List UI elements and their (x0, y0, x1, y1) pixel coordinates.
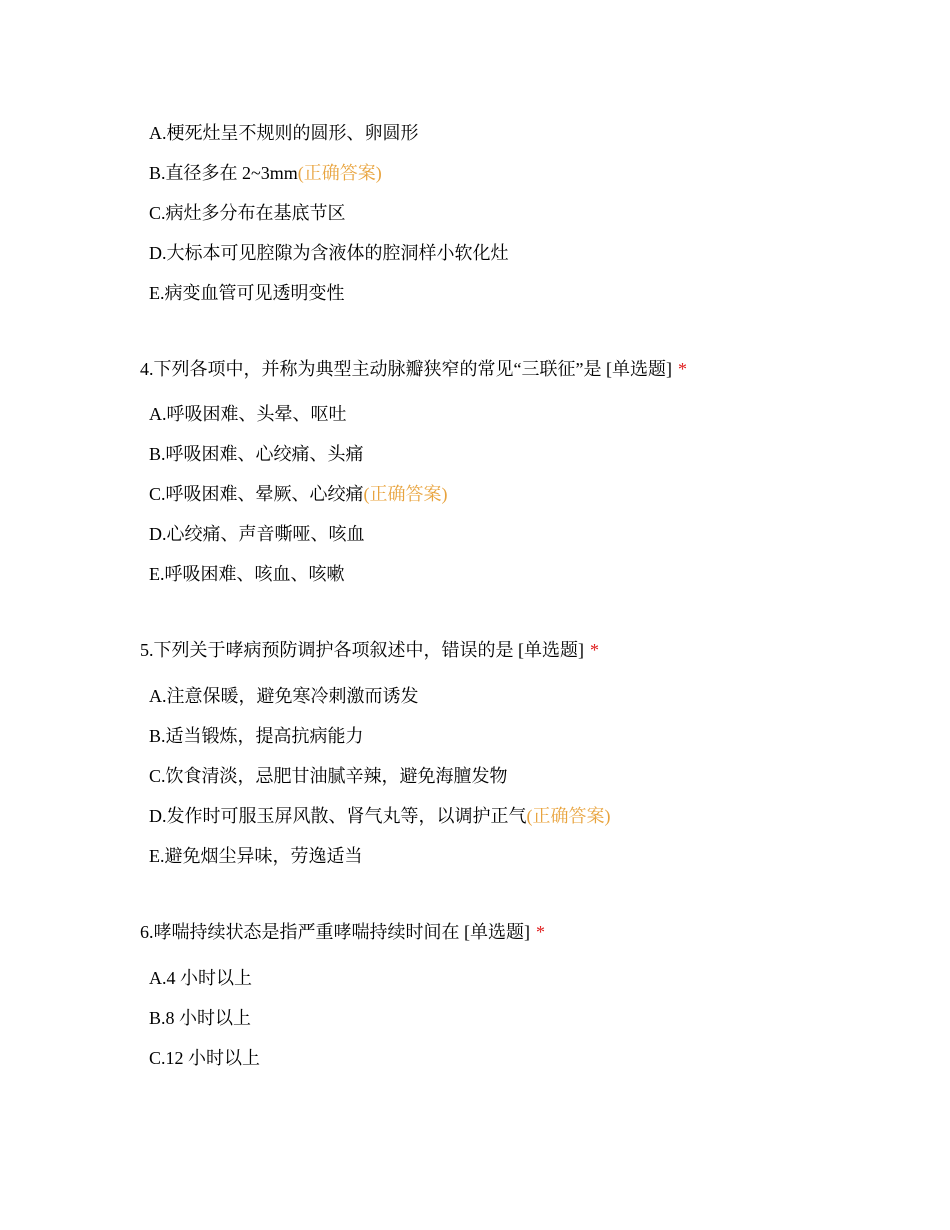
option-text: B.8 小时以上 (149, 1008, 252, 1028)
option-text: C.呼吸困难、晕厥、心绞痛 (149, 484, 364, 504)
q4-option-e (149, 562, 345, 586)
option-text: B.适当锻炼，提高抗病能力 (149, 726, 364, 746)
option-text: D.心绞痛、声音嘶哑、咳血 (149, 524, 365, 544)
option-text: A.梗死灶呈不规则的圆形、卵圆形 (149, 123, 419, 143)
required-star: * (677, 359, 687, 379)
q3-option-a (149, 121, 419, 145)
option-text: C.饮食清淡，忌肥甘油腻辛辣，避免海膻发物 (149, 766, 508, 786)
question-text: 5.下列关于哮病预防调护各项叙述中，错误的是 [单选题] (140, 640, 584, 660)
question-text: 4.下列各项中，并称为典型主动脉瓣狭窄的常见“三联征”是 [单选题] (140, 359, 672, 379)
q5-title (140, 638, 599, 662)
q3-option-b (149, 161, 382, 185)
q4-option-a (149, 402, 347, 426)
q3-option-d (149, 241, 509, 265)
option-text: D.发作时可服玉屏风散、肾气丸等，以调护正气 (149, 806, 527, 826)
q6-option-a (149, 966, 252, 990)
required-star: * (536, 922, 545, 942)
q6-option-c (149, 1046, 260, 1070)
q6-option-b (149, 1006, 251, 1030)
option-text: A.4 小时以上 (149, 968, 252, 988)
q6-title (140, 920, 545, 944)
q4-option-b (149, 442, 364, 466)
option-text: E.病变血管可见透明变性 (149, 283, 345, 303)
question-text: 6.哮喘持续状态是指严重哮喘持续时间在 [单选题] (140, 922, 530, 942)
correct-answer-mark: (正确答案) (297, 163, 382, 183)
q5-option-c (149, 764, 508, 788)
option-text: A.注意保暖，避免寒冷刺激而诱发 (149, 686, 419, 706)
option-text: E.呼吸困难、咳血、咳嗽 (149, 564, 345, 584)
q5-option-d (149, 804, 611, 828)
option-text: E.避免烟尘异味，劳逸适当 (149, 846, 363, 866)
option-text: A.呼吸困难、头晕、呕吐 (149, 404, 347, 424)
option-text: B.呼吸困难、心绞痛、头痛 (149, 444, 364, 464)
option-text: D.大标本可见腔隙为含液体的腔洞样小软化灶 (149, 243, 509, 263)
q5-option-e (149, 844, 363, 868)
q4-option-d (149, 522, 365, 546)
correct-answer-mark: (正确答案) (363, 484, 448, 504)
q4-option-c (149, 482, 448, 506)
q5-option-a (149, 684, 419, 708)
option-text: B.直径多在 2~3mm (149, 163, 298, 183)
q3-option-c (149, 201, 346, 225)
q3-option-e (149, 281, 345, 305)
required-star: * (590, 640, 599, 660)
correct-answer-mark: (正确答案) (526, 806, 611, 826)
option-text: C.病灶多分布在基底节区 (149, 203, 346, 223)
q5-option-b (149, 724, 364, 748)
option-text: C.12 小时以上 (149, 1048, 261, 1068)
q4-title (140, 357, 687, 381)
